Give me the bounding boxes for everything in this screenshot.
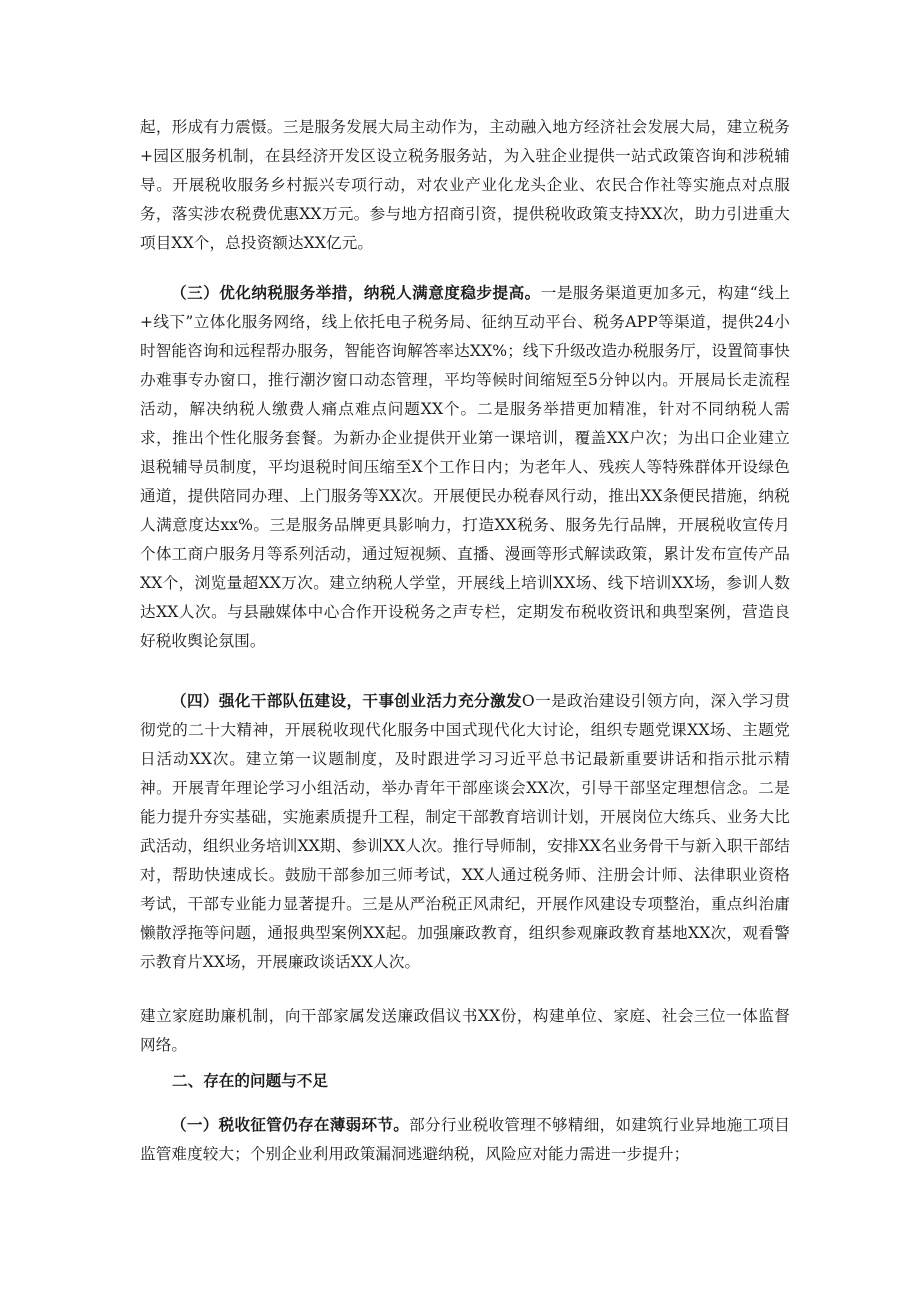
section-heading-3: （三）优化纳税服务举措，纳税人满意度稳步提高。 [171,283,541,302]
paragraph-text: 起，形成有力震慑。三是服务发展大局主动作为，主动融入地方经济社会发展大局，建立税务+园区服务机制，在县经济开发区设立税务服务站，为入驻企业提供一站式政策咨询和涉税辅导。开展税收服务乡村振兴专项行动，对农业产业化龙头企业、农民合作社等实施点对点服务，落实涉农税费优惠XX万元。参与地方招商引资，提供税收政策支持XX次，助力引进重大项目XX个，总投资额达XX亿元。 [140,118,790,252]
paragraph-tax-service [140,278,790,656]
section-heading-4: （四）强化干部队伍建设，干事创业活力充分激发 [171,691,522,710]
paragraph-text: O一是政治建设引领方向，深入学习贯彻党的二十大精神，开展税收现代化服务中国式现代化大讨论，组织专题党课XX场、主题党日活动XX次。建立第一议题制度，及时跟进学习习近平总书记最新重要讲话和指示批示精神。开展青年理论学习小组活动，举办青年干部座谈会XX次，引导干部坚定理想信念。二是能力提升夯实基础，实施素质提升工程，制定干部教育培训计划，开展岗位大练兵、业务大比武活动，组织业务培训XX期、参训XX人次。推行导师制，安排XX名业务骨干与新入职干部结对，帮助快速成长。鼓励干部参加三师考试，XX人通过税务师、注册会计师、法律职业资格考试，干部专业能力显著提升。三是从严治税正风肃纪，开展作风建设专项整治，重点纠治庸懒散浮拖等问题，通报典型案例XX起。加强廉政教育，组织参观廉政教育基地XX次，观看警示教育片XX场，开展廉政谈话XX人次。 [140,692,791,971]
section-heading-1: （一）税收征管仍存在薄弱环节。 [171,1115,410,1134]
paragraph-text: 部分行业税收管理不够精细，如建筑行业异地施工项目监管难度较大；个别企业利用政策漏洞逃避纳税，风险应对能力需进一步提升； [140,1116,790,1163]
paragraph-tax-collection [140,1110,790,1169]
paragraph-team-building [140,686,790,977]
paragraph-family-integrity [140,1002,790,1060]
paragraph-text: 一是服务渠道更加多元，构建“线上+线下”立体化服务网络，线上依托电子税务局、征纳互动平台、税务APP等渠道，提供24小时智能咨询和远程帮办服务，智能咨询解答率达XX%；线下升级改造办税服务厅，设置简事快办难事专办窗口，推行潮汐窗口动态管理，平均等候时间缩短至5分钟以内。开展局长走流程活动，解决纳税人缴费人痛点难点问题XX个。二是服务举措更加精准，针对不同纳税人需求，推出个性化服务套餐。为新办企业提供开业第一课培训，覆盖XX户次；为出口企业建立退税辅导员制度，平均退税时间压缩至X个工作日内；为老年人、残疾人等特殊群体开设绿色通道，提供陪同办理、上门服务等XX次。开展便民办税春风行动，推出XX条便民措施，纳税人满意度达xx%。三是服务品牌更具影响力，打造XX税务、服务先行品牌，开展税收宣传月个体工商户服务月等系列活动，通过短视频、直播、漫画等形式解读政策，累计发布宣传产品XX个，浏览量超XX万次。建立纳税人学堂，开展线上培训XX场、线下培训XX场，参训人数达XX人次。与县融媒体中心合作开设税务之声专栏，定期发布税收资讯和典型案例，营造良好税收舆论氛围。 [140,284,790,650]
chapter-heading-problems: 二、存在的问题与不足 [172,1071,328,1090]
paragraph-text: 建立家庭助廉机制，向干部家属发送廉政倡议书XX份，构建单位、家庭、社会三位一体监督网络。 [140,1007,790,1054]
paragraph-service-development [140,113,790,258]
